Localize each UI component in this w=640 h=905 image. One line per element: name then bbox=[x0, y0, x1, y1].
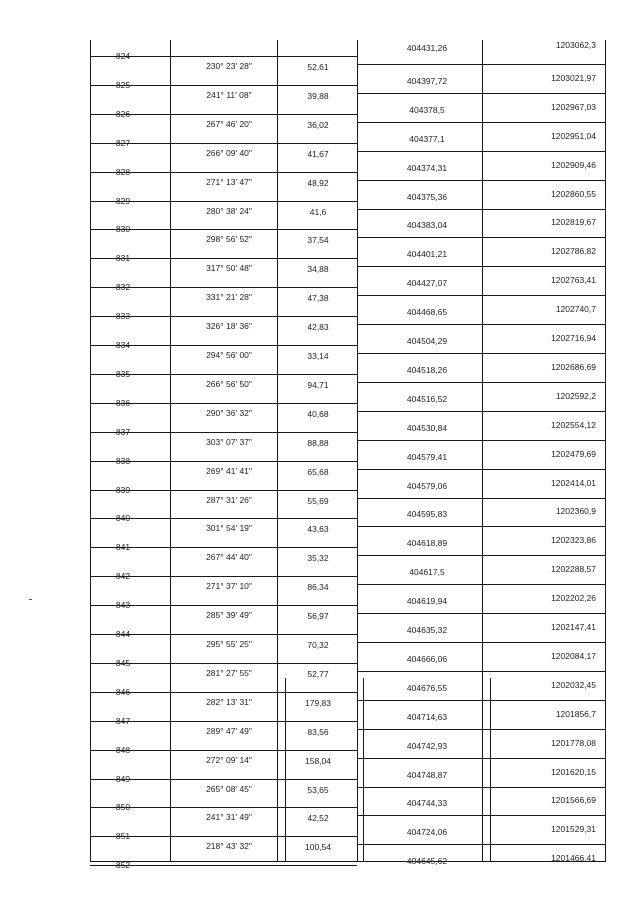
y-coordinate: 1202860,55 bbox=[551, 189, 596, 199]
row-rule bbox=[357, 700, 605, 701]
x-coordinate: 404516,52 bbox=[406, 394, 448, 404]
row-rule bbox=[170, 85, 357, 86]
row-rule bbox=[357, 266, 605, 267]
row-rule bbox=[357, 151, 605, 152]
direction-angle: 285° 39' 49" bbox=[206, 610, 252, 620]
point-number: 833 bbox=[115, 311, 131, 321]
x-coordinate: 404595,83 bbox=[406, 509, 448, 519]
y-coordinate: 1202786,82 bbox=[551, 246, 596, 256]
column-rule bbox=[605, 40, 606, 862]
segment-length: 36,02 bbox=[307, 120, 329, 130]
row-rule bbox=[357, 209, 605, 210]
row-rule bbox=[170, 201, 357, 202]
y-coordinate: 1202967,03 bbox=[551, 102, 596, 112]
y-coordinate: 1202819,67 bbox=[551, 217, 596, 227]
direction-angle: 265° 08' 45" bbox=[206, 784, 252, 794]
segment-length: 56,97 bbox=[307, 611, 329, 621]
y-coordinate: 1202288,57 bbox=[551, 564, 596, 574]
segment-length: 37,54 bbox=[307, 235, 329, 245]
x-coordinate: 404748,87 bbox=[406, 770, 448, 780]
point-number: 837 bbox=[115, 427, 131, 437]
x-coordinate: 404518,26 bbox=[406, 365, 448, 375]
row-rule bbox=[357, 815, 605, 816]
row-rule bbox=[357, 295, 605, 296]
y-coordinate: 1202909,46 bbox=[551, 160, 596, 170]
direction-angle: 326° 18' 36" bbox=[206, 321, 252, 331]
direction-angle: 301° 54' 19" bbox=[206, 523, 252, 533]
row-rule bbox=[170, 172, 357, 173]
y-coordinate: 1202951,04 bbox=[551, 131, 596, 141]
y-coordinate: 1201466,41 bbox=[551, 853, 596, 863]
row-rule bbox=[170, 287, 357, 288]
point-number: 844 bbox=[115, 629, 131, 639]
row-rule bbox=[170, 721, 357, 722]
row-rule bbox=[170, 692, 357, 693]
row-rule bbox=[357, 64, 605, 65]
point-number: 825 bbox=[115, 80, 131, 90]
row-rule bbox=[170, 576, 357, 577]
row-rule bbox=[170, 836, 357, 837]
direction-angle: 295° 55' 25" bbox=[206, 639, 252, 649]
segment-length: 88,88 bbox=[307, 438, 329, 448]
x-coordinate: 404375,36 bbox=[406, 192, 448, 202]
row-rule bbox=[170, 403, 357, 404]
row-rule bbox=[357, 353, 605, 354]
row-rule bbox=[357, 469, 605, 470]
row-rule bbox=[170, 663, 357, 664]
row-rule bbox=[357, 642, 605, 643]
direction-angle: 271° 37' 10" bbox=[206, 581, 252, 591]
x-coordinate: 404397,72 bbox=[406, 76, 448, 86]
y-coordinate: 1202716,94 bbox=[551, 333, 596, 343]
column-rule bbox=[170, 40, 171, 862]
x-coordinate: 404431,26 bbox=[406, 43, 448, 53]
x-coordinate: 404427,07 bbox=[406, 278, 448, 288]
point-number: 850 bbox=[115, 802, 131, 812]
row-rule bbox=[357, 844, 605, 845]
y-coordinate: 1201778,08 bbox=[551, 738, 596, 748]
point-number: 834 bbox=[115, 340, 131, 350]
y-coordinate: 1202147,41 bbox=[551, 622, 596, 632]
y-coordinate: 1203021,97 bbox=[551, 73, 596, 83]
x-coordinate: 404530,84 bbox=[406, 423, 448, 433]
row-rule bbox=[357, 122, 605, 123]
y-coordinate: 1202763,41 bbox=[551, 275, 596, 285]
segment-length: 47,38 bbox=[307, 293, 329, 303]
row-rule bbox=[357, 440, 605, 441]
point-number: 828 bbox=[115, 167, 131, 177]
direction-angle: 218° 43' 32" bbox=[206, 841, 252, 851]
margin-mark bbox=[29, 599, 32, 600]
x-coordinate: 404742,93 bbox=[406, 741, 448, 751]
point-number: 846 bbox=[115, 687, 131, 697]
direction-angle: 287° 31' 26" bbox=[206, 495, 252, 505]
segment-length: 83,56 bbox=[307, 727, 329, 737]
row-rule bbox=[170, 229, 357, 230]
y-coordinate: 1202414,01 bbox=[551, 478, 596, 488]
point-number: 848 bbox=[115, 745, 131, 755]
direction-angle: 230° 23' 28" bbox=[206, 61, 252, 71]
segment-length: 39,88 bbox=[307, 91, 329, 101]
x-coordinate: 404468,65 bbox=[406, 307, 448, 317]
column-rule bbox=[363, 678, 364, 861]
segment-length: 179,83 bbox=[305, 698, 331, 708]
row-rule bbox=[170, 779, 357, 780]
x-coordinate: 404744,33 bbox=[406, 798, 448, 808]
x-coordinate: 404401,21 bbox=[406, 249, 448, 259]
segment-length: 40,68 bbox=[307, 409, 329, 419]
segment-length: 42,83 bbox=[307, 322, 329, 332]
row-rule bbox=[170, 634, 357, 635]
point-number: 831 bbox=[115, 253, 131, 263]
point-number: 824 bbox=[115, 51, 131, 61]
y-coordinate: 1202084,17 bbox=[551, 651, 596, 661]
y-coordinate: 1202479,69 bbox=[551, 449, 596, 459]
y-coordinate: 1202032,45 bbox=[551, 680, 596, 690]
y-coordinate: 1202360,9 bbox=[555, 506, 596, 516]
point-number: 842 bbox=[115, 571, 131, 581]
row-rule bbox=[170, 143, 357, 144]
segment-length: 158,04 bbox=[305, 756, 331, 766]
direction-angle: 282° 13' 31" bbox=[206, 697, 252, 707]
segment-length: 65,68 bbox=[307, 467, 329, 477]
direction-angle: 241° 11' 08" bbox=[206, 90, 252, 100]
x-coordinate: 404619,94 bbox=[406, 596, 448, 606]
column-rule bbox=[277, 40, 278, 862]
x-coordinate: 404635,32 bbox=[406, 625, 448, 635]
direction-angle: 303° 07' 37" bbox=[206, 437, 252, 447]
x-coordinate: 404618,89 bbox=[406, 538, 448, 548]
x-coordinate: 404645,62 bbox=[406, 856, 448, 866]
segment-length: 33,14 bbox=[307, 351, 329, 361]
direction-angle: 281° 27' 55" bbox=[206, 668, 252, 678]
point-number: 838 bbox=[115, 456, 131, 466]
row-rule bbox=[357, 555, 605, 556]
point-number: 829 bbox=[115, 196, 131, 206]
segment-length: 94,71 bbox=[307, 380, 329, 390]
direction-angle: 271° 13' 47" bbox=[206, 177, 252, 187]
segment-length: 53,65 bbox=[307, 785, 329, 795]
x-coordinate: 404377,1 bbox=[409, 134, 445, 144]
segment-length: 52,61 bbox=[307, 62, 329, 72]
x-coordinate: 404666,06 bbox=[406, 654, 448, 664]
point-number: 839 bbox=[115, 485, 131, 495]
segment-length: 41,6 bbox=[309, 207, 327, 217]
point-number: 826 bbox=[115, 109, 131, 119]
row-rule bbox=[357, 584, 605, 585]
row-rule bbox=[357, 93, 605, 94]
row-rule bbox=[170, 374, 357, 375]
row-rule bbox=[170, 605, 357, 606]
y-coordinate: 1203062,3 bbox=[555, 40, 596, 50]
segment-length: 86,34 bbox=[307, 582, 329, 592]
point-number: 830 bbox=[115, 224, 131, 234]
segment-length: 43,63 bbox=[307, 524, 329, 534]
segment-length: 70,32 bbox=[307, 640, 329, 650]
row-rule bbox=[357, 237, 605, 238]
column-rule bbox=[482, 40, 483, 862]
x-coordinate: 404714,63 bbox=[406, 712, 448, 722]
point-number: 852 bbox=[115, 860, 131, 870]
point-number: 841 bbox=[115, 542, 131, 552]
x-coordinate: 404617,5 bbox=[409, 567, 445, 577]
row-rule bbox=[357, 758, 605, 759]
row-rule bbox=[357, 498, 605, 499]
direction-angle: 269° 41' 41" bbox=[206, 466, 252, 476]
row-rule bbox=[170, 114, 357, 115]
y-coordinate: 1202202,26 bbox=[551, 593, 596, 603]
segment-length: 41,67 bbox=[307, 149, 329, 159]
y-coordinate: 1202554,12 bbox=[551, 420, 596, 430]
row-rule bbox=[357, 180, 605, 181]
row-rule bbox=[170, 345, 357, 346]
point-number: 827 bbox=[115, 138, 131, 148]
direction-angle: 298° 56' 52" bbox=[206, 234, 252, 244]
direction-angle: 267° 44' 40" bbox=[206, 552, 252, 562]
segment-length: 100,54 bbox=[305, 842, 331, 852]
row-rule bbox=[170, 258, 357, 259]
x-coordinate: 404579,06 bbox=[406, 481, 448, 491]
row-rule bbox=[357, 411, 605, 412]
row-rule bbox=[357, 613, 605, 614]
row-rule bbox=[170, 316, 357, 317]
point-number: 845 bbox=[115, 658, 131, 668]
x-coordinate: 404504,29 bbox=[406, 336, 448, 346]
row-rule bbox=[170, 461, 357, 462]
row-rule bbox=[170, 56, 357, 57]
row-rule bbox=[357, 382, 605, 383]
segment-length: 42,52 bbox=[307, 813, 329, 823]
column-rule bbox=[90, 40, 91, 862]
x-coordinate: 404724,06 bbox=[406, 827, 448, 837]
row-rule bbox=[170, 807, 357, 808]
direction-angle: 317° 50' 48" bbox=[206, 263, 252, 273]
direction-angle: 266° 56' 50" bbox=[206, 379, 252, 389]
row-rule bbox=[357, 526, 605, 527]
y-coordinate: 1201529,31 bbox=[551, 824, 596, 834]
direction-angle: 266° 09' 40" bbox=[206, 148, 252, 158]
y-coordinate: 1201856,7 bbox=[555, 709, 596, 719]
direction-angle: 289° 47' 49" bbox=[206, 726, 252, 736]
row-rule bbox=[170, 432, 357, 433]
y-coordinate: 1201620,15 bbox=[551, 767, 596, 777]
row-rule bbox=[357, 671, 605, 672]
direction-angle: 331° 21' 28" bbox=[206, 292, 252, 302]
segment-length: 55,69 bbox=[307, 496, 329, 506]
x-coordinate: 404676,55 bbox=[406, 683, 448, 693]
point-number: 835 bbox=[115, 369, 131, 379]
point-number: 843 bbox=[115, 600, 131, 610]
row-rule bbox=[357, 787, 605, 788]
row-rule bbox=[170, 750, 357, 751]
direction-angle: 241° 31' 49" bbox=[206, 812, 252, 822]
x-coordinate: 404383,04 bbox=[406, 220, 448, 230]
column-rule bbox=[357, 40, 358, 862]
direction-angle: 272° 09' 14" bbox=[206, 755, 252, 765]
x-coordinate: 404374,31 bbox=[406, 163, 448, 173]
direction-angle: 280° 38' 24" bbox=[206, 206, 252, 216]
direction-angle: 267° 46' 20" bbox=[206, 119, 252, 129]
x-coordinate: 404378,5 bbox=[409, 105, 445, 115]
point-number: 832 bbox=[115, 282, 131, 292]
point-number: 840 bbox=[115, 513, 131, 523]
direction-angle: 294° 56' 00" bbox=[206, 350, 252, 360]
segment-length: 35,32 bbox=[307, 553, 329, 563]
direction-angle: 290° 36' 32" bbox=[206, 408, 252, 418]
y-coordinate: 1202740,7 bbox=[555, 304, 596, 314]
x-coordinate: 404579,41 bbox=[406, 452, 448, 462]
row-rule bbox=[170, 518, 357, 519]
segment-length: 48,92 bbox=[307, 178, 329, 188]
point-number: 836 bbox=[115, 398, 131, 408]
point-number: 847 bbox=[115, 716, 131, 726]
row-rule bbox=[357, 324, 605, 325]
y-coordinate: 1201566,69 bbox=[551, 795, 596, 805]
row-rule bbox=[357, 729, 605, 730]
point-number: 849 bbox=[115, 774, 131, 784]
segment-length: 52,77 bbox=[307, 669, 329, 679]
y-coordinate: 1202592,2 bbox=[555, 391, 596, 401]
row-rule bbox=[170, 865, 357, 866]
y-coordinate: 1202323,86 bbox=[551, 535, 596, 545]
point-number: 851 bbox=[115, 831, 131, 841]
row-rule bbox=[170, 490, 357, 491]
y-coordinate: 1202686,69 bbox=[551, 362, 596, 372]
row-rule bbox=[170, 547, 357, 548]
segment-length: 34,88 bbox=[307, 264, 329, 274]
